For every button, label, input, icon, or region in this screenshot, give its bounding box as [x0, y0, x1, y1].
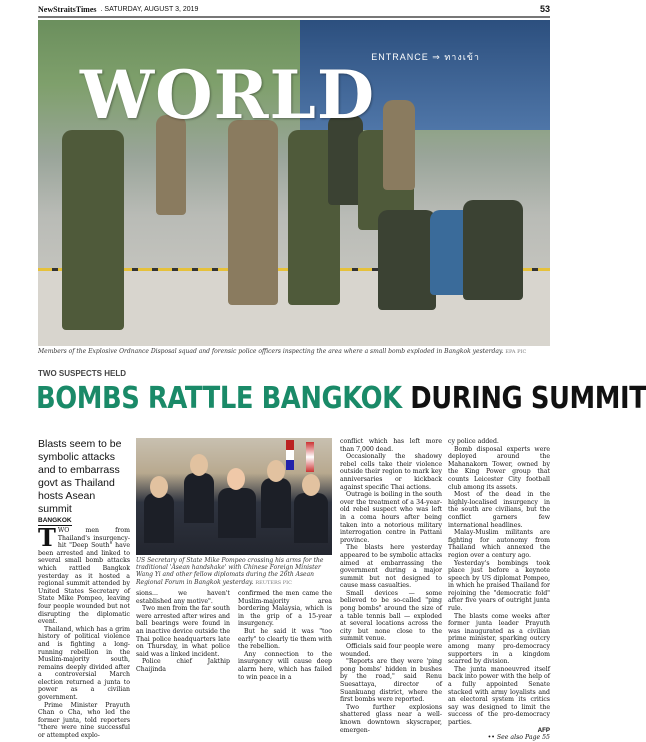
- article-column-4: [340, 438, 442, 734]
- paper-name: NewStraitsTimes: [38, 4, 97, 14]
- diplomats-caption: [136, 557, 332, 587]
- officer-figure: [378, 210, 436, 310]
- paragraph: confirmed the men came the Muslim-majority area bordering Malaysia, which is in the grip of a 15-year insurgency.: [238, 590, 332, 628]
- paragraph: The junta manoeuvred itself back into power with the help of a fully appointed Senate stacked with army loyalists and an electoral system its critics say was designed to limit the success of the pro-democracy parties.: [448, 665, 550, 726]
- paragraph: Occasionally the shadowy rebel cells take their violence outside their region to mark key anniversaries or kickback against specific Thai actions.: [340, 453, 442, 491]
- flag: [286, 440, 294, 470]
- paragraph: conflict which has left more than 7,000 dead.: [340, 438, 442, 453]
- diplomats-credit: REUTERS PIC: [255, 579, 292, 586]
- paragraph: Any connection to the insurgency will cause deep alarm here, which has failed to win peace in a: [238, 650, 332, 681]
- dateline: BANGKOK: [38, 517, 72, 524]
- paragraph: Two further explosions shattered glass near a well-known downtown skyscraper, emergen-: [340, 703, 442, 734]
- paragraph: Prime Minister Prayuth Chan o Cha, who led the former junta, told reporters "there were nine successful or attempted explo-: [38, 701, 130, 740]
- headline-part-1: BOMBS RATTLE BANGKOK: [36, 381, 402, 416]
- paragraph: Two men from the far south were arrested after wires and ball bearings were found in an inactive device outside the Thai police headquarters late on Thursday, in what police said was a linked incident.: [136, 605, 230, 658]
- diplomat-face: [190, 454, 208, 476]
- kicker: TWO SUSPECTS HELD: [38, 369, 127, 378]
- paragraph: Outrage is boiling in the south over the treatment of a 34-year-old rebel suspect who was left in a coma hours after being taken into a notorious military interrogation centre in Pattani province.: [340, 491, 442, 544]
- paragraph: Thailand, which has a grim history of political violence and is fighting a long-running rebellion in the Muslim-majority south, remains deeply divided after a controversial March election returned a junta to power as a civilian government.: [38, 625, 130, 702]
- officer-figure: [62, 130, 124, 330]
- paragraph: The blasts come weeks after former junta leader Prayuth was inaugurated as a civilian prime minister, sparking outcry among many pro-democracy supporters in a kingdom scarred by division.: [448, 612, 550, 666]
- article-column-1: [38, 523, 130, 740]
- diplomat-figure: [294, 493, 328, 543]
- paragraph: But he said it was "too early" to clearly tie them with the rebellion.: [238, 627, 332, 651]
- photo-caption: [38, 348, 550, 355]
- standfirst: Blasts seem to be symbolic attacks and to embarrass govt as Thailand hosts Asean summit: [38, 438, 122, 515]
- diplomat-figure: [261, 478, 291, 528]
- officer-figure: [228, 120, 278, 305]
- drop-cap: T: [38, 523, 56, 552]
- article-column-2: [136, 590, 230, 727]
- photo-caption-text: Members of the Explosive Ordnance Disposal squad and forensic police officers inspecting the area where a small bomb exploded in Bangkok yesterday.: [38, 348, 504, 355]
- flag: [306, 442, 314, 472]
- diplomats-photo: [136, 438, 332, 555]
- diplomats-caption-text: US Secretary of State Mike Pompeo crossing his arms for the traditional 'Asean handshake' with Chinese Foreign Minister Wang Yi and other fellow diplomats during the 26th Asean Regional Forum in Bangkok yesterday.: [136, 557, 324, 586]
- page-number: 53: [539, 4, 550, 14]
- headline-part-2: DURING SUMMIT: [410, 381, 646, 416]
- diplomat-face: [267, 460, 285, 482]
- article-column-3: [238, 590, 332, 727]
- paragraph: The blasts here yesterday appeared to be symbolic attacks aimed at embarrassing the government during a major summit but not designed to cause mass casualties.: [340, 544, 442, 590]
- diplomat-figure: [144, 493, 174, 543]
- forensic-officer-figure: [463, 200, 523, 300]
- paragraph: Most of the dead in the highly-localised insurgency in the south are civilians, but the conflict garners few international headlines.: [448, 491, 550, 529]
- diplomat-figure: [218, 488, 256, 538]
- paragraph: Police chief Jakthip Chaijinda: [136, 658, 230, 673]
- entrance-sign: ENTRANCE ⇒ ทางเข้า: [371, 52, 480, 62]
- diplomat-face: [302, 474, 320, 496]
- paragraph: WO men from Thailand's insurgency-hit "Deep South" have been arrested and linked to several small bomb attacks which rattled Bangkok yesterday as it hosted a regional summit attended by United States Secretary of State Mike Pompeo, leaving four people wounded but not disrupting the diplomatic event.: [38, 527, 130, 626]
- masthead: [38, 2, 550, 18]
- diplomat-face: [227, 468, 245, 490]
- officer-figure: [383, 100, 415, 190]
- headline: [36, 381, 646, 416]
- lead-photo: [38, 20, 550, 346]
- paragraph: "Reports are they were 'ping pong bombs' hidden in bushes by the road," said Renu Suesattaya, director of Suankuang district, where the first bombs were reported.: [340, 658, 442, 704]
- paragraph: Bomb disposal experts were deployed around the Mahanakorn Tower, owned by the King Power group that counts Leicester City football club among its assets.: [448, 445, 550, 491]
- see-also-link[interactable]: •• See also Page 55: [487, 734, 550, 742]
- article-column-5: [448, 438, 550, 742]
- paragraph: sions... we haven't established any motive".: [136, 590, 230, 605]
- photo-credit: EPA PIC: [505, 349, 527, 355]
- paragraph: Officials said four people were wounded.: [340, 643, 442, 658]
- paragraph: Malay-Muslim militants are fighting for autonomy from Thailand which annexed the region over a century ago.: [448, 529, 550, 559]
- diplomat-figure: [184, 473, 214, 523]
- paragraph: Small devices — some believed to be so-called "ping pong bombs" around the size of a table tennis ball — exploded at several locations across the city but none close to the summit venue.: [340, 589, 442, 643]
- paragraph: Yesterday's bombings took place just before a keynote speech by US diplomat Pompeo, in which he praised Thailand for rejoining the "democratic fold" after five years of outright junta rule.: [448, 559, 550, 613]
- issue-date: . SATURDAY, AUGUST 3, 2019: [100, 5, 199, 13]
- byline-agency: AFP: [537, 726, 550, 734]
- paragraph: cy police added.: [448, 438, 499, 445]
- section-title: WORLD: [80, 56, 376, 134]
- diplomat-face: [150, 476, 168, 498]
